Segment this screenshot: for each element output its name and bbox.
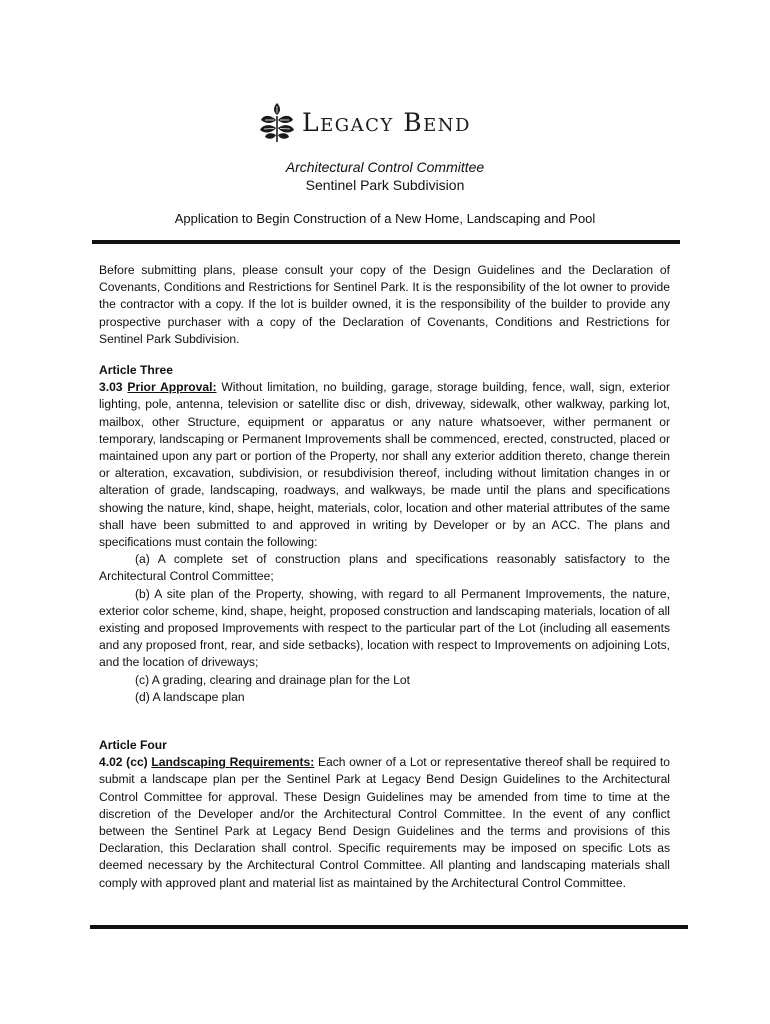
- section-title: Prior Approval:: [127, 380, 217, 395]
- article-three: [99, 362, 670, 706]
- brand-name: Legacy Bend: [302, 107, 471, 137]
- brand-logo: [256, 100, 471, 144]
- article-four-heading: Article Four: [99, 738, 167, 752]
- list-item: (a) A complete set of construction plans and specifications reasonably satisfactory to the Architectural Control Committee;: [99, 552, 670, 584]
- section-title: Landscaping Requirements:: [151, 755, 315, 770]
- intro-paragraph: [99, 262, 670, 348]
- bottom-divider: [90, 925, 688, 929]
- top-divider: [92, 240, 680, 244]
- list-item: (b) A site plan of the Property, showing, with regard to all Permanent Improvements, the nature, exterior color scheme, kind, shape, height, proposed construction and landscaping materials, location of all existing and proposed Improvements with respect to the particular part of the Lot (including all easements and any proposed front, rear, and side setbacks), location with respect to Improvements on adjoining Lots, and the location of driveways;: [99, 586, 670, 670]
- committee-title: Architectural Control Committee: [285, 159, 485, 175]
- intro-text: Before submitting plans, please consult your copy of the Design Guidelines and the Declaration of Covenants, Conditions and Restrictions for Sentinel Park. It is the responsibility of the lot owner to provide the contractor with a copy. If the lot is builder owned, it is the responsibility of the builder to provide any prospective purchaser with a copy of the Declaration of Covenants, Conditions and Restrictions for Sentinel Park Subdivision.: [99, 263, 670, 346]
- article-three-section: [99, 379, 670, 551]
- section-text: Each owner of a Lot or representative thereof shall be required to submit a landscape plan per the Sentinel Park at Legacy Bend Design Guidelines to the Architectural Control Committee for approval. These Design Guidelines may be amended from time to time at the discretion of the Developer and/or the Architectural Control Committee. In the event of any conflict between the Sentinel Park at Legacy Bend Design Guidelines and the terms and provisions of this Declaration, this Declaration shall control. Specific requirements may be imposed on specific Lots as deemed necessary by the Architectural Control Committee. All planting and landscaping materials shall comply with approved plant and material list as maintained by the Architectural Control Committee.: [99, 755, 671, 890]
- section-text: Without limitation, no building, garage, storage building, fence, wall, sign, exterior lighting, pole, antenna, television or satellite disc or dish, driveway, sidewalk, other walkway, parking lot, mailbox, other Structure, equipment or apparatus or any nature whatsoever, wither permanent or temporary, landscaping or Permanent Improvements shall be commenced, erected, constructed, placed or maintained upon any part or portion of the Property, nor shall any exterior addition thereto, change therein or alteration, excavation, subdivision, or resubdivision thereof, including without limitation changes in or alteration of grade, landscaping, roadways, and walkways, be made until the plans and specifications showing the nature, kind, shape, height, materials, color, location and other material attributes of the same shall have been submitted to and approved in writing by Developer or by an ACC. The plans and specifications must contain the following:: [99, 380, 670, 550]
- list-item: (c) A grading, clearing and drainage plan for the Lot: [135, 672, 410, 687]
- subdivision-title: Sentinel Park Subdivision: [305, 177, 465, 193]
- article-four: [99, 737, 670, 892]
- list-item: (d) A landscape plan: [135, 689, 245, 704]
- section-number: 3.03: [99, 380, 123, 395]
- article-three-heading: Article Three: [99, 363, 173, 377]
- tree-leaf-icon: [256, 100, 298, 144]
- article-four-section: [99, 754, 670, 892]
- application-title: Application to Begin Construction of a New Home, Landscaping and Pool: [174, 211, 596, 226]
- section-number: 4.02 (cc): [99, 755, 148, 770]
